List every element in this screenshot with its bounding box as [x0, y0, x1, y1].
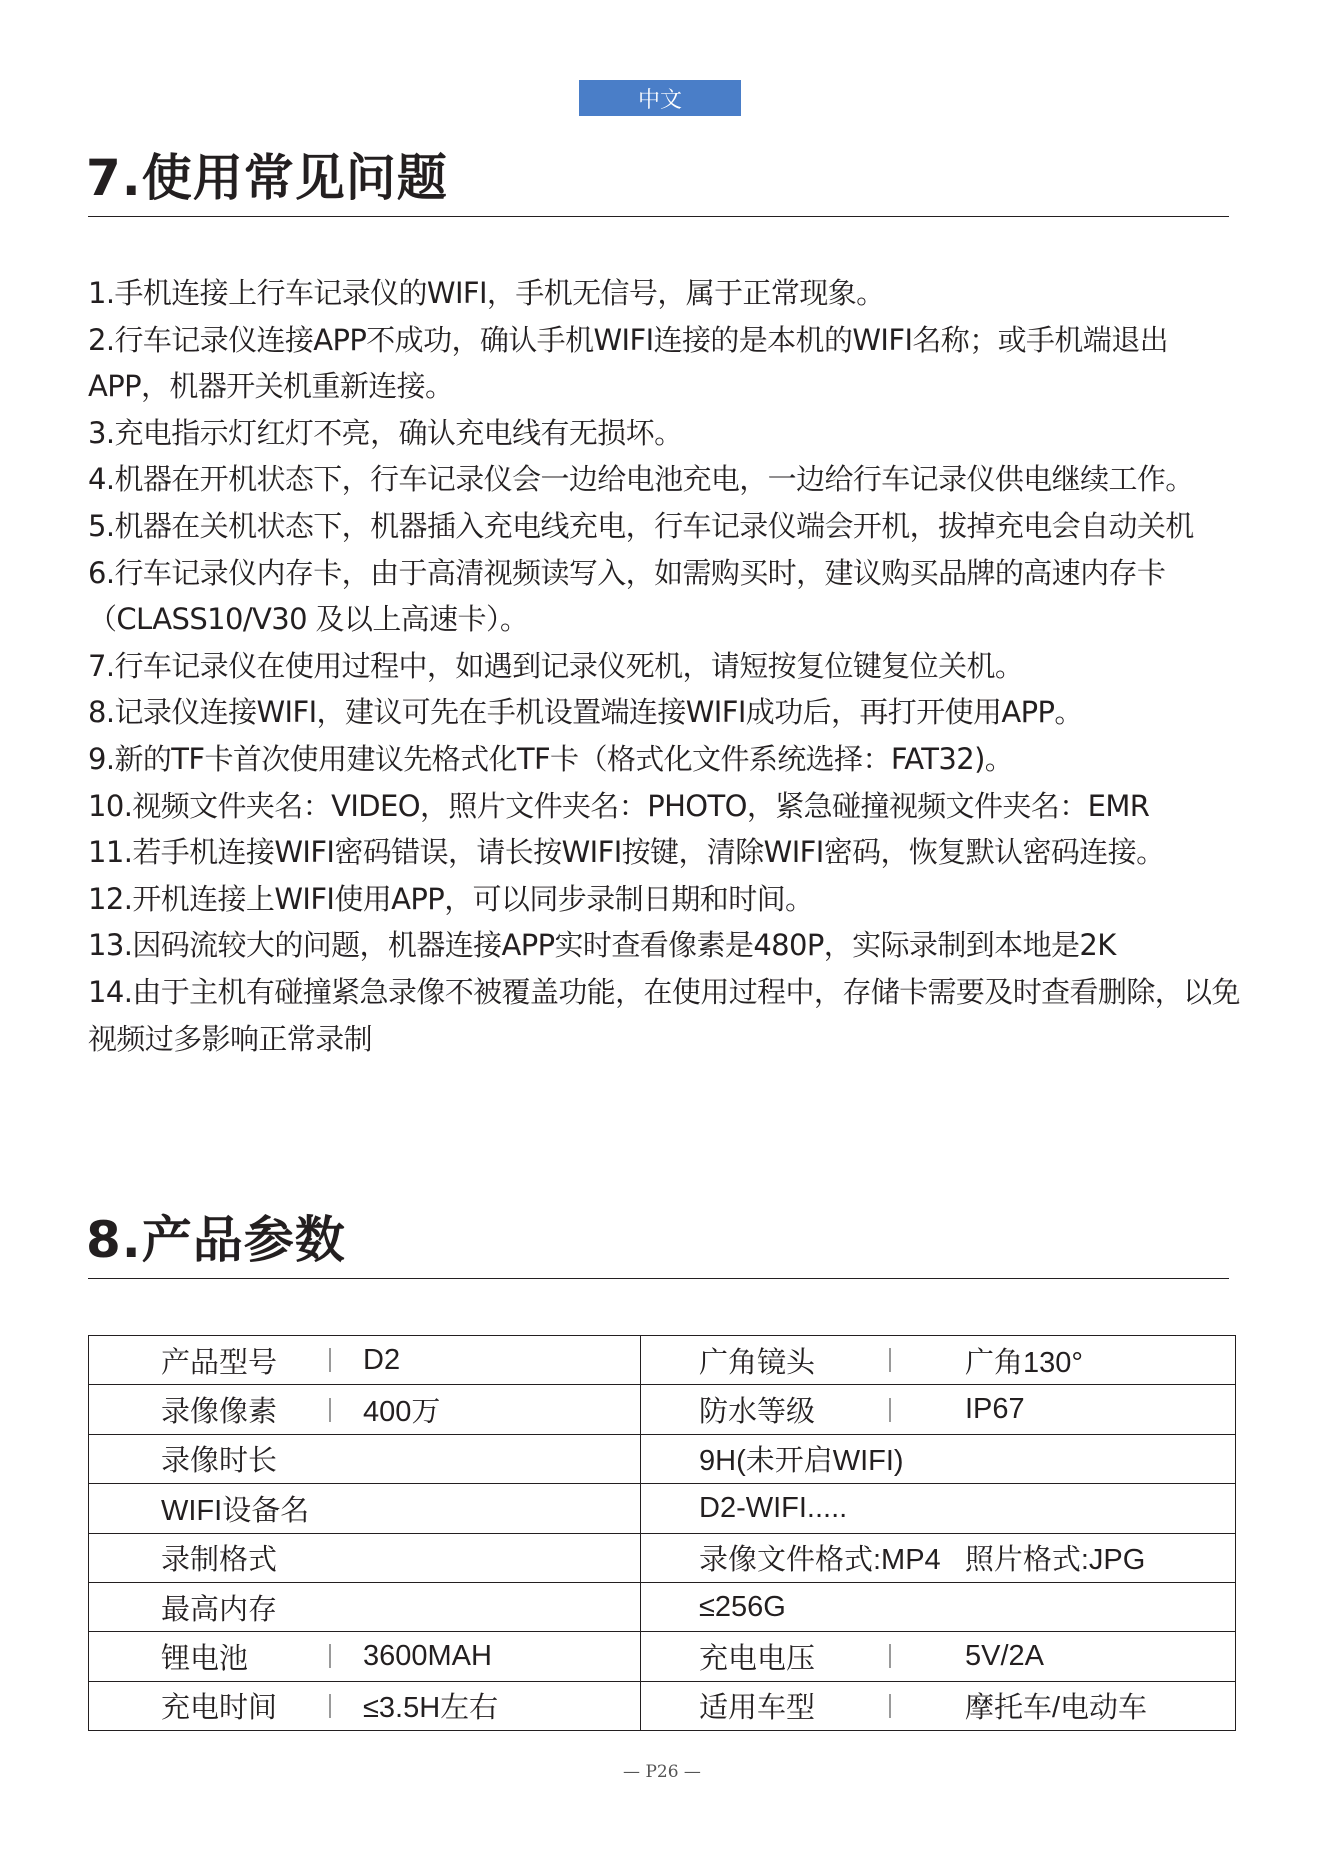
spec-value: ≤3.5H左右 — [363, 1692, 499, 1725]
table-row — [89, 1336, 1236, 1385]
spec-cell — [89, 1582, 641, 1631]
spec-key: 适用车型 — [699, 1692, 816, 1725]
spec-value: IP67 — [965, 1393, 1025, 1426]
spec-separator — [329, 1348, 331, 1372]
spec-cell — [641, 1632, 1236, 1681]
spec-cell — [89, 1484, 641, 1533]
spec-value: D2-WIFI..... — [699, 1491, 848, 1524]
faq-item: 10.视频文件夹名：VIDEO，照片文件夹名：PHOTO，紧急碰撞视频文件夹名：EMR — [88, 788, 1150, 823]
spec-value: 9H(未开启WIFI) — [699, 1445, 904, 1478]
faq-item: 1.手机连接上行车记录仪的WIFI，手机无信号，属于正常现象。 — [88, 276, 885, 310]
spec-key: 产品型号 — [161, 1346, 278, 1379]
faq-item: 2.行车记录仪连接APP不成功，确认手机WIFI连接的是本机的WIFI名称；或手机端退出APP，机器开关机重新连接。 — [88, 322, 1169, 404]
spec-key: 防水等级 — [699, 1396, 816, 1429]
spec-cell — [641, 1533, 1236, 1582]
spec-cell — [89, 1681, 641, 1730]
section-7-divider — [88, 216, 1229, 217]
faq-item: 4.机器在开机状态下，行车记录仪会一边给电池充电，一边给行车记录仪供电继续工作。 — [88, 462, 1194, 497]
spec-key: 录制格式 — [161, 1544, 278, 1577]
spec-cell — [641, 1336, 1236, 1385]
table-row — [89, 1533, 1236, 1582]
spec-separator — [889, 1348, 891, 1372]
spec-key: 最高内存 — [161, 1593, 278, 1626]
spec-cell — [641, 1484, 1236, 1533]
spec-value: 录像文件格式:MP4 照片格式:JPG — [699, 1544, 1146, 1577]
faq-item: 9.新的TF卡首次使用建议先格式化TF卡（格式化文件系统选择：FAT32)。 — [88, 741, 1014, 776]
spec-cell — [89, 1632, 641, 1681]
language-tab: 中文 — [579, 80, 741, 116]
table-row — [89, 1632, 1236, 1681]
spec-value: D2 — [363, 1343, 401, 1376]
spec-key: 锂电池 — [161, 1642, 249, 1675]
spec-key: 广角镜头 — [699, 1346, 816, 1379]
spec-value: 5V/2A — [965, 1639, 1044, 1672]
table-row — [89, 1484, 1236, 1533]
faq-item: 5.机器在关机状态下，机器插入充电线充电，行车记录仪端会开机，拔掉充电会自动关机 — [88, 508, 1194, 543]
page-number: — P26 — — [623, 1762, 701, 1782]
spec-cell — [89, 1336, 641, 1385]
spec-key: 录像时长 — [161, 1445, 278, 1478]
spec-value: 400万 — [363, 1396, 441, 1429]
spec-value: 3600MAH — [363, 1639, 492, 1672]
section-8-title: 8.产品参数 — [86, 1211, 346, 1269]
spec-key: WIFI设备名 — [161, 1494, 310, 1527]
spec-cell — [89, 1533, 641, 1582]
spec-separator — [889, 1398, 891, 1422]
spec-key: 录像像素 — [161, 1396, 278, 1429]
table-row — [89, 1582, 1236, 1631]
faq-item: 3.充电指示灯红灯不亮，确认充电线有无损坏。 — [88, 415, 683, 450]
faq-item: 13.因码流较大的问题，机器连接APP实时查看像素是480P，实际录制到本地是2K — [88, 928, 1116, 963]
faq-item: 8.记录仪连接WIFI，建议可先在手机设置端连接WIFI成功后，再打开使用APP。 — [88, 695, 1083, 730]
table-row — [89, 1385, 1236, 1434]
spec-value: 广角130° — [965, 1346, 1083, 1379]
spec-separator — [889, 1644, 891, 1668]
spec-cell — [641, 1385, 1236, 1434]
spec-value: ≤256G — [699, 1590, 786, 1623]
spec-key: 充电电压 — [699, 1642, 816, 1675]
faq-item: 11.若手机连接WIFI密码错误，请长按WIFI按键，清除WIFI密码，恢复默认密码连接。 — [88, 835, 1165, 870]
spec-separator — [889, 1694, 891, 1718]
spec-value: 摩托车/电动车 — [965, 1692, 1148, 1725]
faq-item: 7.行车记录仪在使用过程中，如遇到记录仪死机，请短按复位键复位关机。 — [88, 648, 1024, 683]
section-8-divider — [88, 1278, 1229, 1279]
faq-item: 14.由于主机有碰撞紧急录像不被覆盖功能，在使用过程中，存储卡需要及时查看删除，以免视频过多影响正常录制 — [88, 974, 1240, 1056]
spec-cell — [89, 1434, 641, 1483]
table-row — [89, 1434, 1236, 1483]
spec-cell — [641, 1434, 1236, 1483]
spec-cell — [641, 1681, 1236, 1730]
spec-cell — [641, 1582, 1236, 1631]
spec-key: 充电时间 — [161, 1692, 278, 1725]
spec-separator — [329, 1398, 331, 1422]
table-row — [89, 1681, 1236, 1730]
faq-list — [88, 270, 1248, 1062]
section-7-title: 7.使用常见问题 — [86, 149, 448, 207]
faq-item: 6.行车记录仪内存卡，由于高清视频读写入，如需购买时，建议购买品牌的高速内存卡（CLASS10/V30 及以上高速卡）。 — [88, 555, 1166, 637]
faq-item: 12.开机连接上WIFI使用APP，可以同步录制日期和时间。 — [88, 881, 814, 916]
spec-separator — [329, 1644, 331, 1668]
spec-separator — [329, 1694, 331, 1718]
spec-table — [88, 1335, 1236, 1731]
spec-cell — [89, 1385, 641, 1434]
